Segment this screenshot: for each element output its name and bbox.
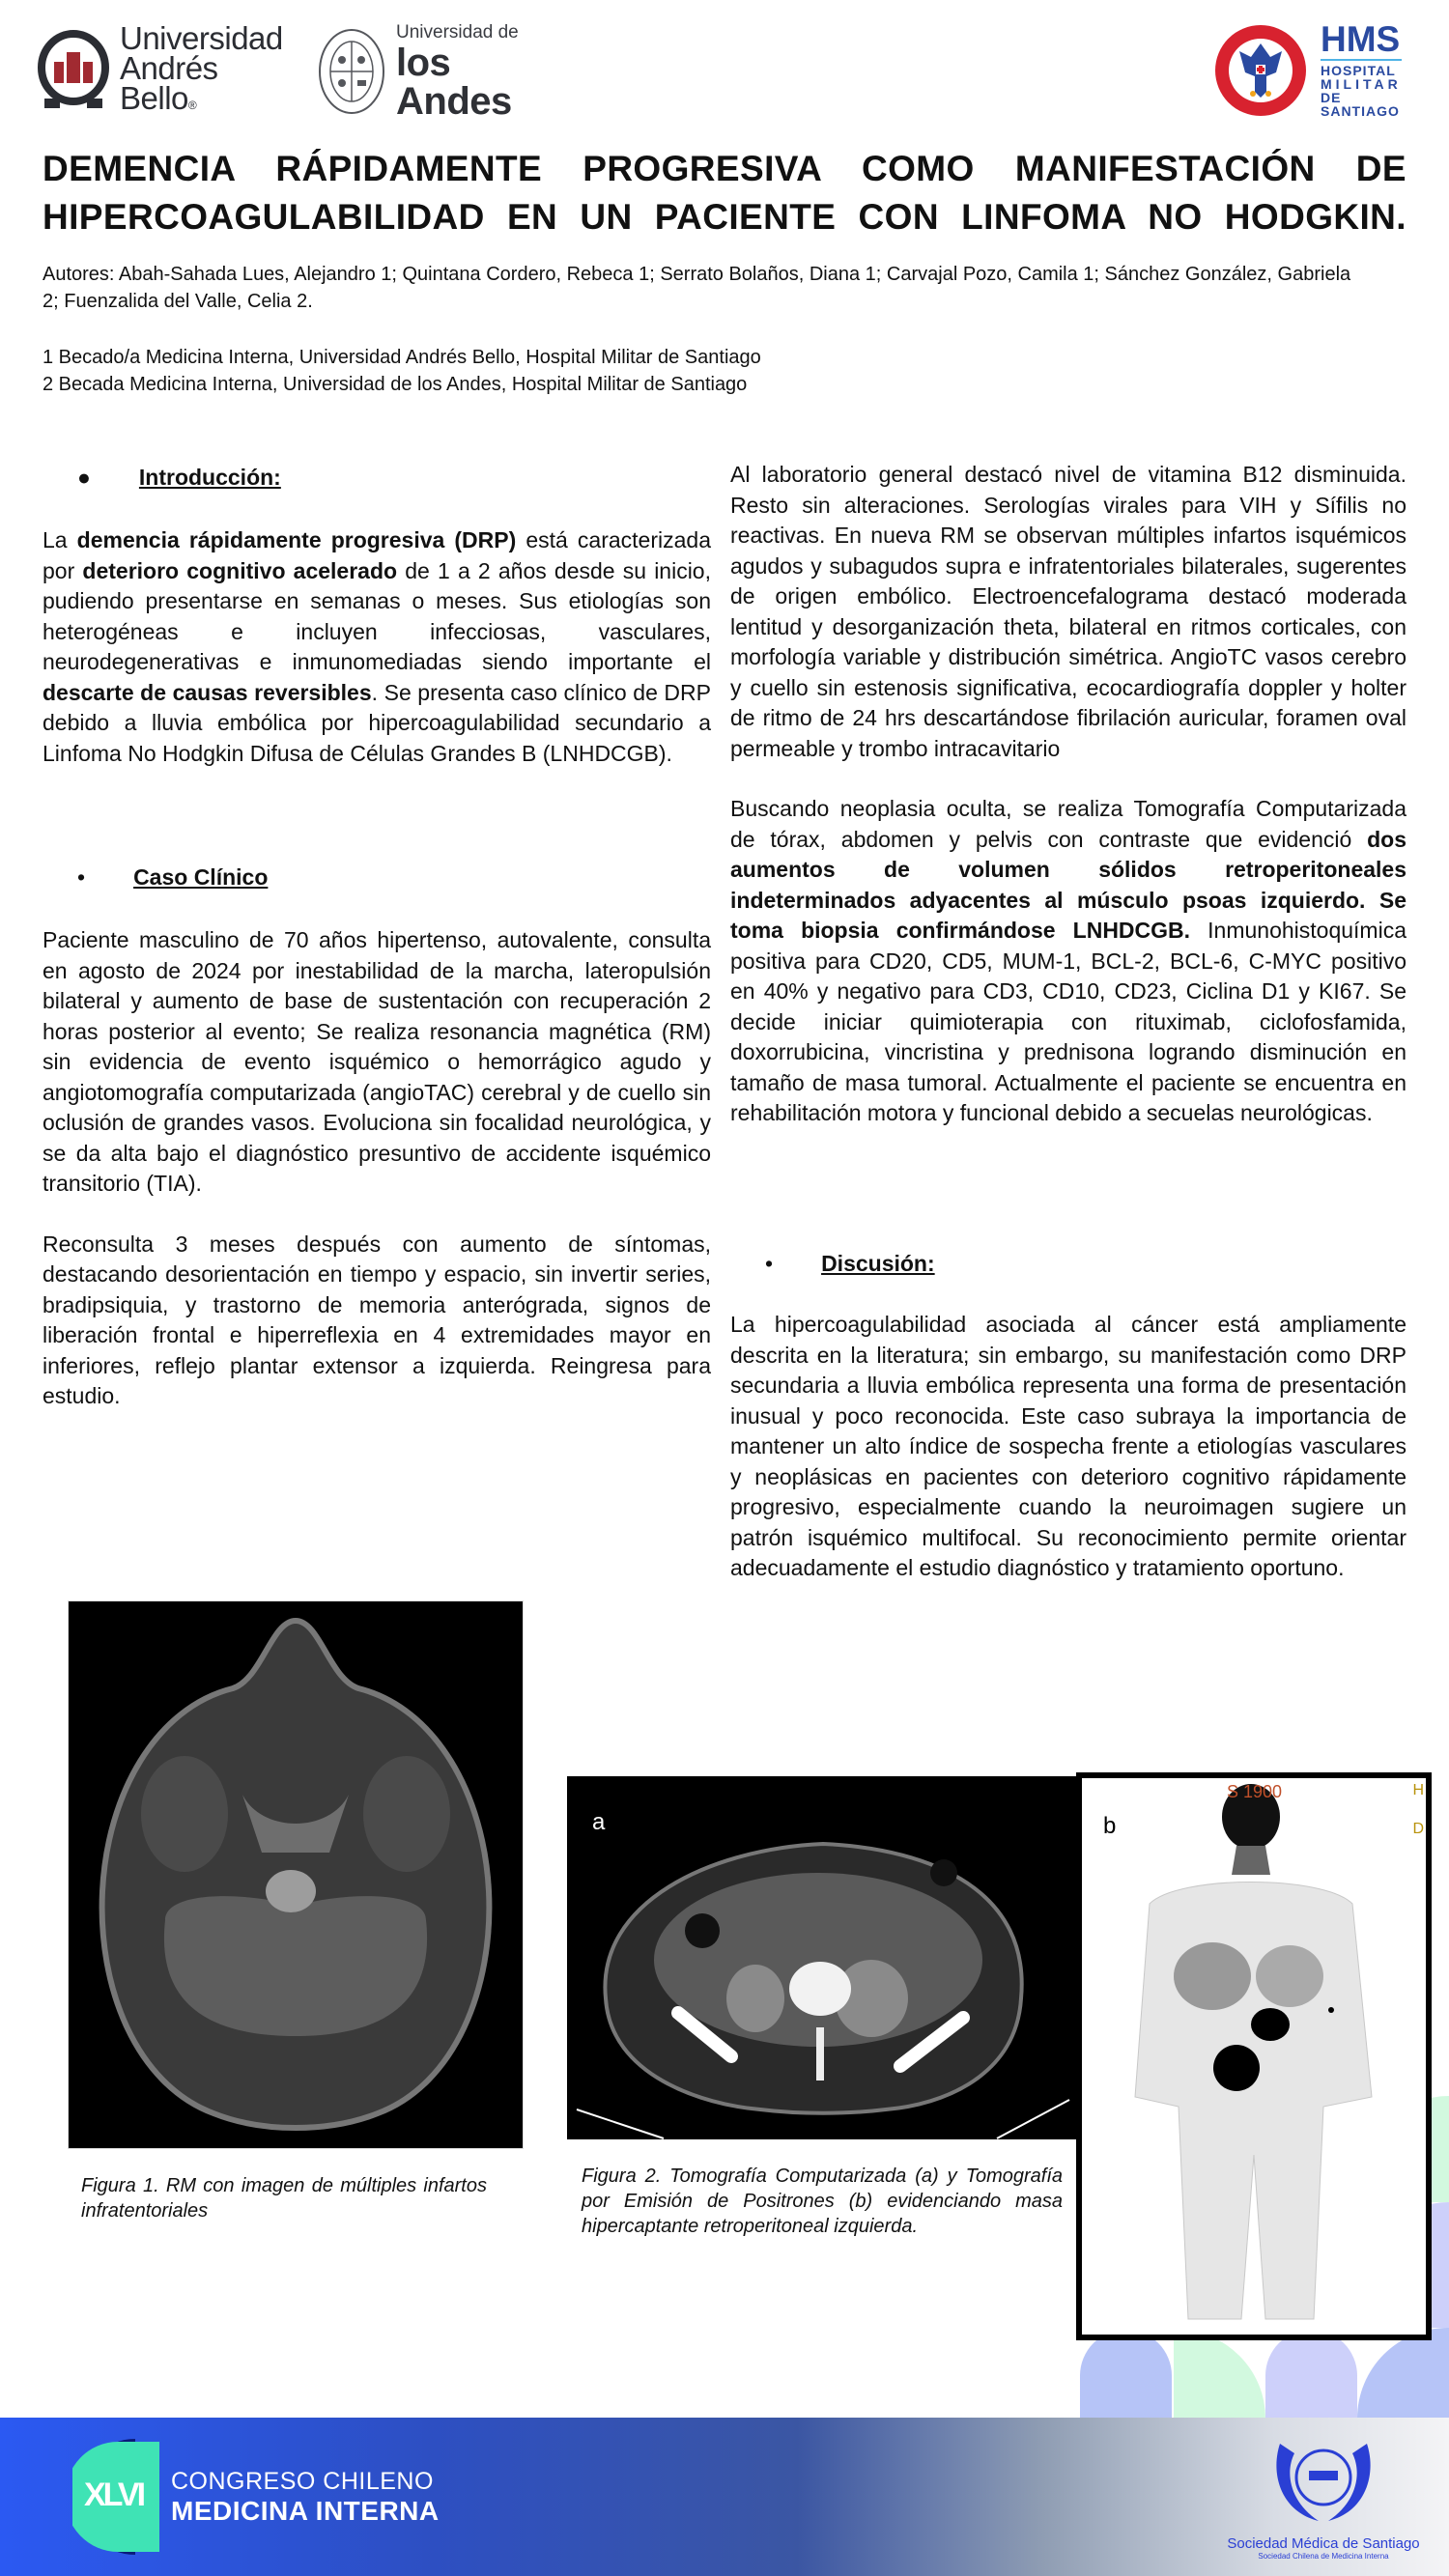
- case-bullet-icon: •: [77, 864, 86, 891]
- case-heading: Caso Clínico: [133, 864, 269, 891]
- case-paragraph-4: Buscando neoplasia oculta, se realiza Tomografía Computarizada de tórax, abdomen y pelvis con contraste que evidenció dos aumentos de volumen sólidos retroperitoneales indeterminados adyacentes al músculo psoas izquierdo. Se toma biopsia confirmándose LNHDCGB. Inmunohistoquímica positiva para CD20, CD5, MUM-1, BCL-2, BCL-6, C-MYC positivo en 40% y negativo para CD3, CD10, CD23, Ciclina D1 y KI67. Se decide iniciar quimioterapia con rituximab, ciclofosfamida, doxorrubicina, vincristina y prednisona logrando disminución en tamaño de masa tumoral. Actualmente el paciente se encuentra en rehabilitación motora y funcional debido a secuelas neurológicas.: [730, 796, 1406, 1125]
- figure-2b-pet-image: [1076, 1772, 1432, 2340]
- discussion-section: [730, 1248, 1406, 1584]
- pet-corner-d: D: [1412, 1821, 1424, 1837]
- intro-heading: Introducción:: [138, 465, 281, 491]
- ejercito-seal-icon: [1212, 22, 1309, 119]
- discussion-heading: Discusión:: [821, 1251, 935, 1277]
- uandes-line2: los Andes: [396, 42, 512, 123]
- unab-line1: Universidad: [120, 19, 283, 56]
- figure-2-caption: Figura 2. Tomografía Computarizada (a) y Tomografía por Emisión de Positrones (b) evidenciando masa hipercaptante retroperitoneal izquierda.: [582, 2166, 1063, 2237]
- case-continued: [730, 460, 1406, 1129]
- decorative-arc: [1174, 2330, 1265, 2419]
- sociedad-medica-logo: [1227, 2434, 1420, 2569]
- figure-1-mri-image: [68, 1600, 524, 2149]
- decorative-arc: [1080, 2330, 1172, 2419]
- uandes-seal-icon: [317, 27, 386, 116]
- unab-line2: Andrés Bello: [120, 49, 218, 116]
- affiliation-1: 1 Becado/a Medicina Interna, Universidad Andrés Bello, Hospital Militar de Santiago: [43, 347, 761, 368]
- case-paragraph-3: Al laboratorio general destacó nivel de vitamina B12 disminuida. Resto sin alteraciones. Serologías virales para VIH y Sífilis no reactivas. En nueva RM se observan múltiples infartos isquémicos agudos y subagudos supra e infratentoriales bilaterales, sugerentes de origen embólico. Electroencefalograma destacó moderada lentitud y desorganización theta, bilateral en ritmos corticales, con morfología variable y distribución simétrica. AngioTC vasos cerebro y cuello sin estenosis significativa, ecocardiografía doppler y holter de ritmo de 24 hrs descartándose fibrilación auricular, foramen oval permeable y trombo intracavitario: [730, 462, 1406, 761]
- logo-universidad-de-los-andes: [317, 22, 558, 123]
- figure-1-caption: Figura 1. RM con imagen de múltiples infartos infratentoriales: [81, 2175, 487, 2222]
- affiliation-2: 2 Becada Medicina Interna, Universidad de los Andes, Hospital Militar de Santiago: [43, 374, 748, 395]
- pet-overlay-text: S 1900: [1227, 1782, 1283, 1801]
- title-line-1: DEMENCIA RÁPIDAMENTE PROGRESIVA COMO MANIFESTACIÓN DE: [43, 149, 1406, 188]
- intro-section: [43, 462, 711, 769]
- uandes-line1: Universidad de: [396, 22, 519, 42]
- case-paragraph-2: Reconsulta 3 meses después con aumento de síntomas, destacando desorientación en tiempo y espacio, sin invertir series, bradipsiquia, y trastorno de memoria anterógrada, signos de liberación frontal e hiperreflexia en 4 extremidades mayor en inferiores, reflejo plantar extensor a izquierda. Reingresa para estudio.: [43, 1231, 711, 1408]
- congress-logo: [72, 2434, 440, 2560]
- poster-title: [43, 145, 1406, 241]
- congress-numeral: XLVI: [84, 2477, 144, 2513]
- decorative-arc: [1357, 2328, 1449, 2419]
- sociedad-medica-emblem-icon: [1261, 2434, 1386, 2531]
- hms-line3: DE SANTIAGO: [1321, 90, 1400, 119]
- pet-corner-h: H: [1412, 1782, 1424, 1798]
- authors: Autores: Abah-Sahada Lues, Alejandro 1; Quintana Cordero, Rebeca 1; Serrato Bolaños, Diana 1; Carvajal Pozo, Camila 1; Sánchez González, Gabriela 2; Fuenzalida del Valle, Celia 2.: [43, 264, 1351, 312]
- affiliations: [43, 344, 1356, 398]
- society-name: Sociedad Médica de Santiago: [1227, 2535, 1420, 2552]
- discussion-bullet-icon: •: [765, 1251, 774, 1277]
- hms-line2: MILITAR: [1321, 76, 1402, 92]
- figure-2a-label: a: [592, 1809, 606, 1835]
- decorative-arc: [1265, 2330, 1357, 2419]
- case-paragraph-1: Paciente masculino de 70 años hipertenso, autovalente, consulta en agosto de 2024 por inestabilidad de la marcha, lateropulsión bilateral y aumento de base de sustentación con recuperación 2 horas posterior al evento; Se realiza resonancia magnética (RM) sin evidencia de evento isquémico o hemorrágico agudo y angiotomografía computarizada (angioTAC) cerebral y de cuello sin oclusión de grandes vasos. Evoluciona sin focalidad neurológica, y se da alta bajo el diagnóstico presuntivo de accidente isquémico transitorio (TIA).: [43, 927, 711, 1196]
- figure-2b-label: b: [1103, 1813, 1117, 1839]
- figure-2a-ct-image: [567, 1776, 1077, 2139]
- unab-emblem-icon: [35, 29, 112, 114]
- discussion-paragraph: La hipercoagulabilidad asociada al cáncer está ampliamente descrita en la literatura; sin embargo, su manifestación como DRP secundaria a lluvia embólica representa una forma de presentación inusual y poco reconocida. Este caso subraya la importancia de mantener un alto índice de sospecha frente a etiologías vasculares y neoplásicas en pacientes con deterioro cognitivo rápidamente progresivo, especialmente cuando la neuroimagen sugiere un patrón isquémico multifocal. Su reconocimiento permite orientar adecuadamente el estudio diagnóstico y tratamiento oportuno.: [730, 1312, 1406, 1580]
- congress-line-2: MEDICINA INTERNA: [171, 2495, 440, 2526]
- hms-line1: HOSPITAL: [1321, 63, 1396, 78]
- logo-hospital-militar-santiago: [1212, 19, 1420, 121]
- congress-line-1: CONGRESO CHILENO: [171, 2467, 434, 2495]
- case-section: [43, 862, 711, 1412]
- intro-bullet-icon: ●: [77, 465, 91, 491]
- congress-crescent-icon: [72, 2434, 159, 2560]
- title-line-2: HIPERCOAGULABILIDAD EN UN PACIENTE CON LINFOMA NO HODGKIN.: [43, 197, 1406, 237]
- intro-paragraph: La demencia rápidamente progresiva (DRP) está caracterizada por deterioro cognitivo acelerado de 1 a 2 años desde su inicio, pudiendo presentarse en semanas o meses. Sus etiologías son heterogéneas e incluyen infecciosas, vasculares, neurodegenerativas e inmunomediadas siendo importante el descarte de causas reversibles. Se presenta caso clínico de DRP debido a lluvia embólica por hipercoagulabilidad secundario a Linfoma No Hodgkin Difusa de Células Grandes B (LNHDCGB).: [43, 527, 711, 766]
- society-subtitle: Sociedad Chilena de Medicina Interna: [1258, 2552, 1389, 2561]
- logo-universidad-andres-bello: Universidad Andrés Bello®: [35, 27, 296, 116]
- hms-acronym: HMS: [1321, 19, 1401, 59]
